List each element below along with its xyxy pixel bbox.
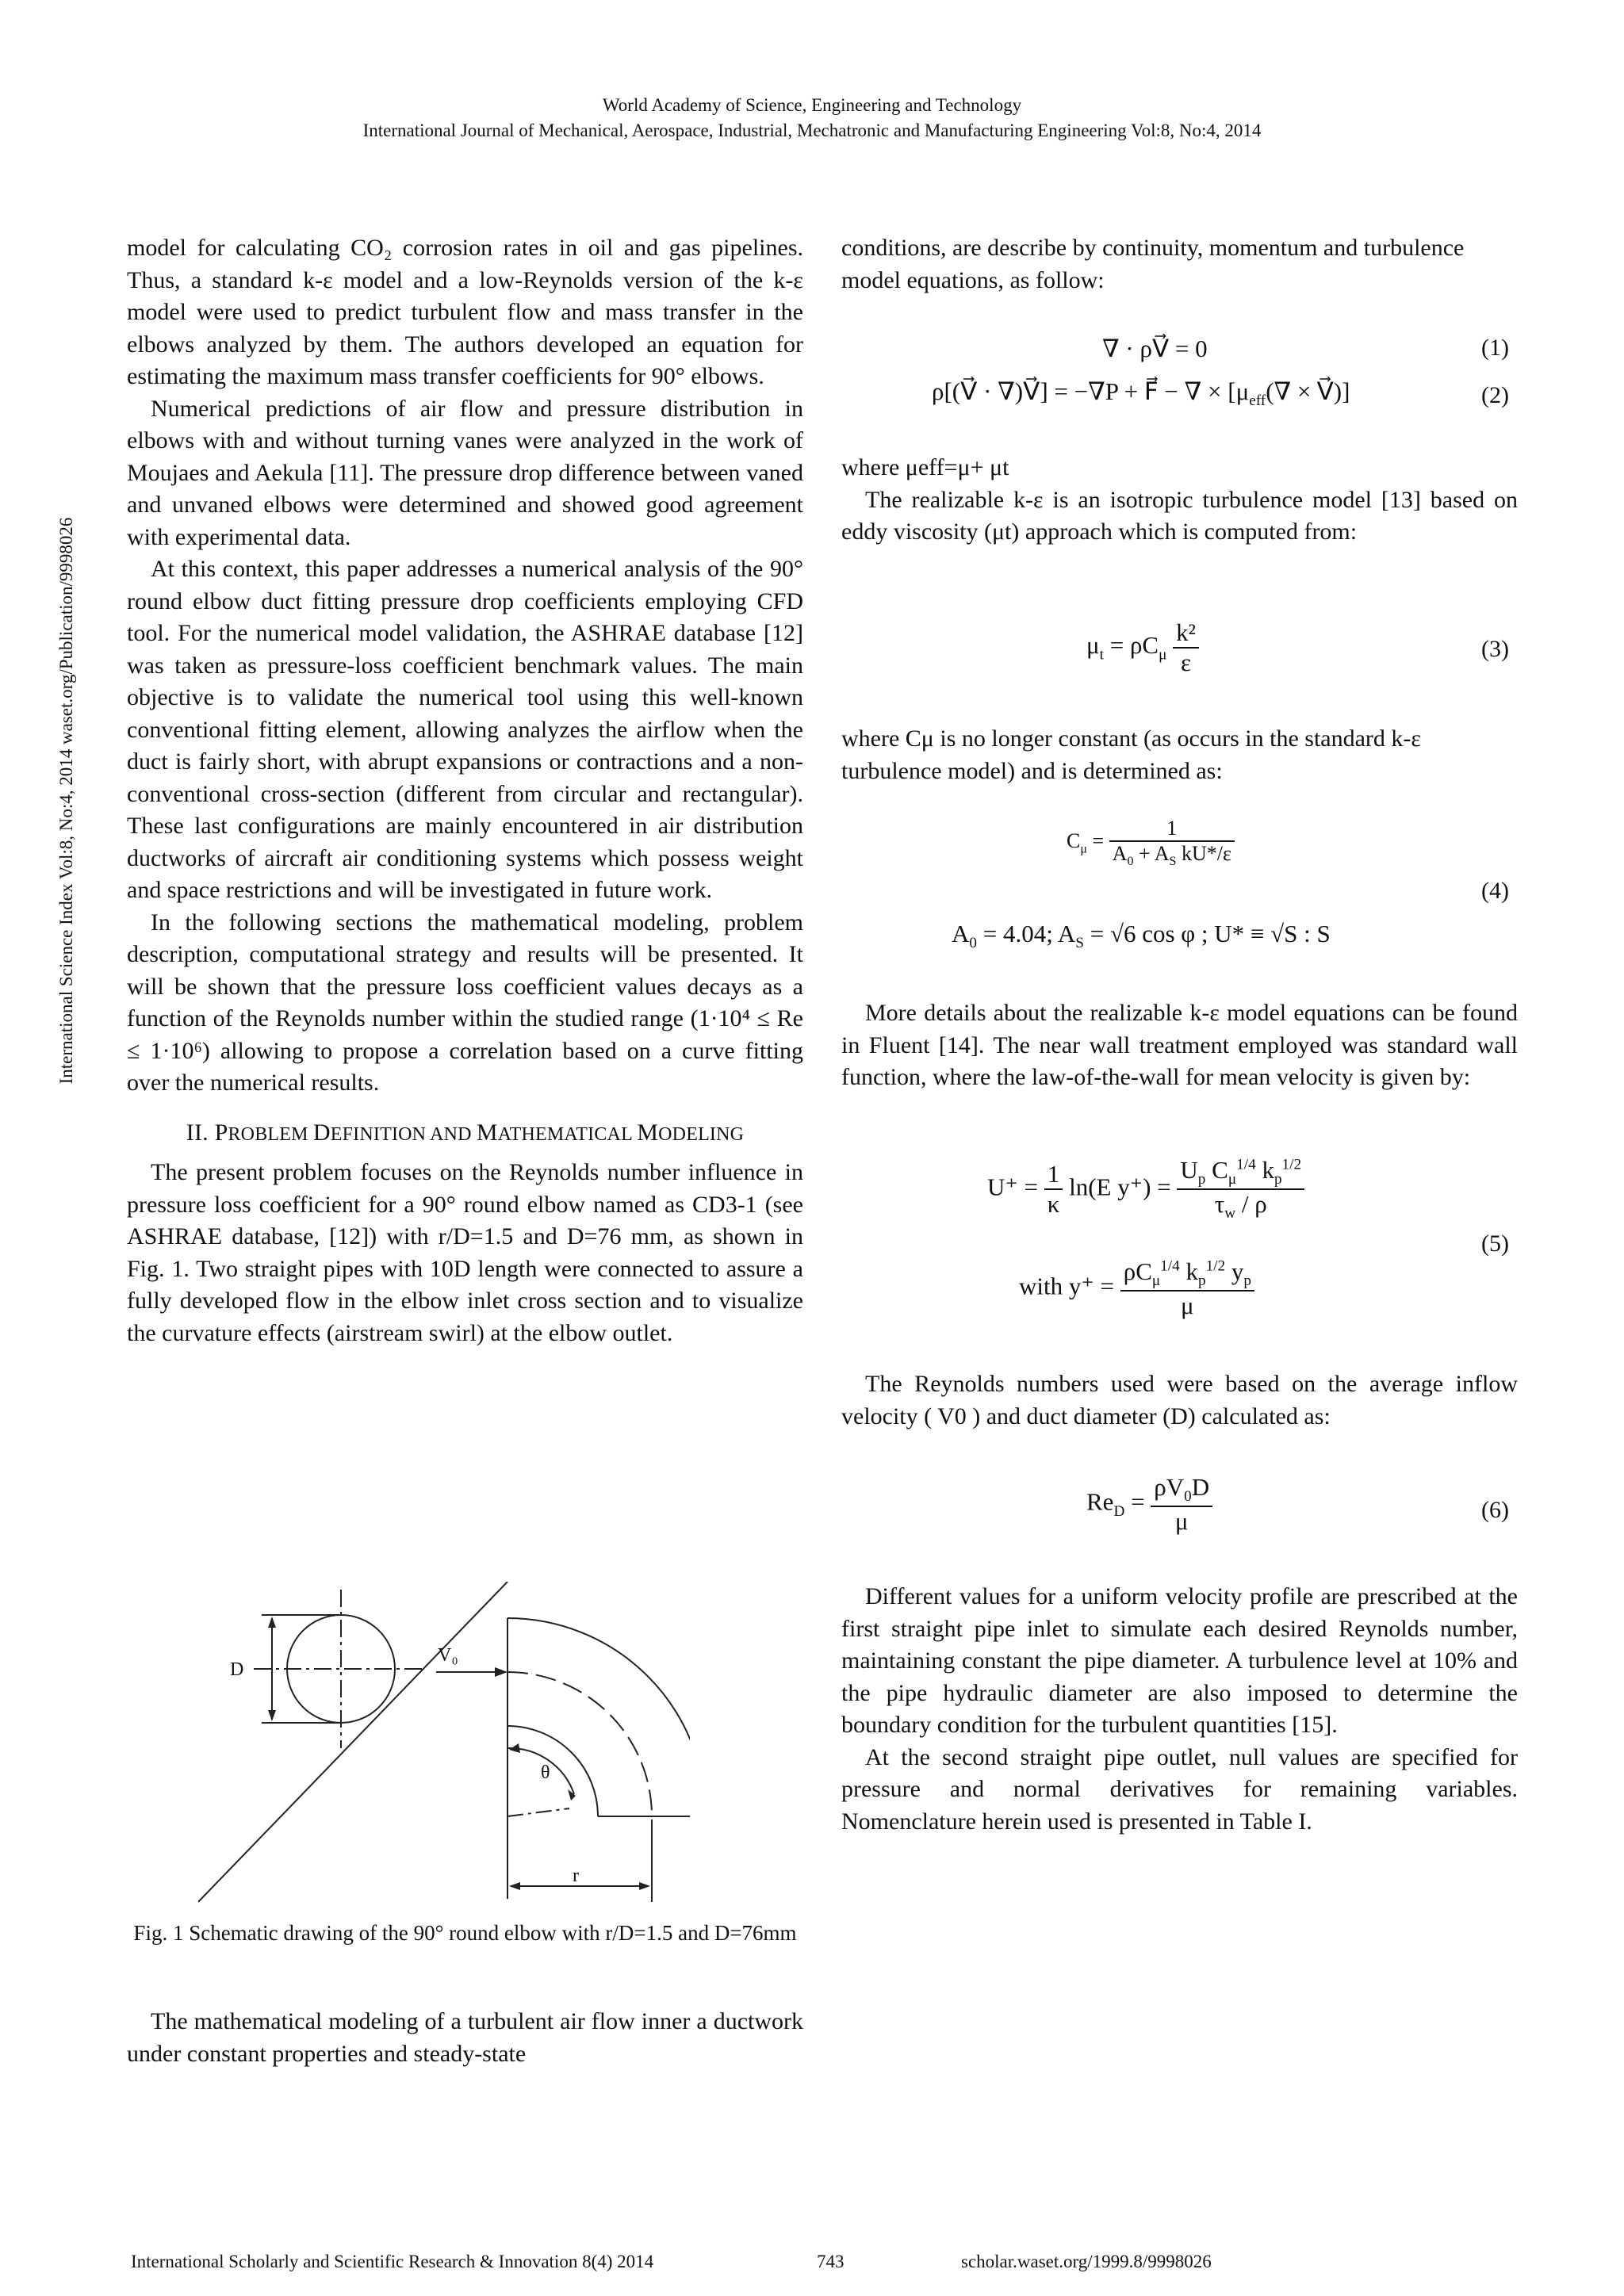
journal-header-line1: World Academy of Science, Engineering and Technology [602,95,1022,115]
journal-header-line2: International Journal of Mechanical, Aerospace, Industrial, Mechatronic and Manufacturing Engineering Vol:8, No:4, 2014 [362,121,1262,140]
elbow-inner-wall [508,1726,598,1816]
right-paragraph-4: More details about the realizable k-ε model equations can be found in Fluent [14]. The near wall treatment employed was standard wall function, where the law-of-the-wall for mean velocity is given by: [841,1000,1518,1090]
heading-word-cap: M [476,1119,498,1146]
elbow-outer-wall [508,1618,690,1816]
right-paragraph-7: At the second straight pipe outlet, null values are specified for pressure and normal derivatives for remaining variables. Nomenclature herein used is presented in Table I. [841,1743,1518,1835]
right-paragraph-5-wrap [841,1368,1518,1433]
section-heading-number: II. [186,1119,215,1146]
left-paragraph-5: The present problem focuses on the Reynolds number influence in pressure loss coefficient for a 90° round elbow named as CD3-1 (see ASHRAE database, [12]) with r/D=1.5 and D=76 mm, as shown in Fig. 1. Two straight pipes with 10D length were connected to assure a fully developed flow in the elbow inlet cross section and to visualize the curvature effects (airstream swirl) at the elbow outlet. [127,1159,803,1346]
side-index-text: International Science Index Vol:8, No:4, 2014 waset.org/Publication/9998026 [56,517,76,1085]
theta-arrow-end [568,1789,576,1800]
v0-arrowhead [495,1667,508,1677]
equation-2-number: (2) [1481,382,1509,408]
paragraph-4-start: In the following sections the mathematical modeling, problem description, computational strategy and results will be presented. It will be shown that the pressure loss coefficient values decays as a function of the Reynolds number within the studied range [127,909,803,1031]
dimension-d-arrow-bottom [268,1710,276,1721]
left-paragraph-6: The mathematical modeling of a turbulent air flow inner a ductwork under constant properties and steady-state [127,2008,803,2067]
label-theta: θ [541,1762,550,1783]
heading-word-cap: P [214,1119,228,1146]
right-column-bottom [841,1581,1518,1838]
left-column [127,232,803,1349]
equation-2: ρ[(V⃗ · ∇)V⃗] = −∇P + F⃗ − ∇ × [$\mu_{eff}(\nabla$ × V⃗)] [932,377,1350,410]
heading-word-rest: EFINITION AND [330,1123,477,1145]
left-column-bottom [127,2006,803,2070]
heading-word-rest: ATHEMATICAL [497,1123,638,1145]
right-paragraph-3: where Cμ is no longer constant (as occurs in the standard k-ε turbulence model) and is determined as: [841,725,1421,784]
equation-6: $Re_D$ = $\frac{\rho V_0D}{\mu}$ [1086,1473,1212,1536]
section-heading [127,1117,803,1151]
figure-caption: Fig. 1 Schematic drawing of the 90° round elbow with r/D=1.5 and D=76mm [133,1921,797,1945]
heading-word-rest: ODELING [658,1123,745,1145]
equation-5-uplus: U⁺ = $\frac{1}{\kappa}$ ln(E y⁺) = $\frac{U_p C_\mu^{1/4} k_p^{1/2}}{\tau_w / \rho}$ [987,1156,1304,1223]
heading-word-rest: ROBLEM [228,1123,313,1145]
label-r: r [573,1866,579,1886]
right-paragraph-1: conditions, are describe by continuity, momentum and turbulence model equations, as follow: [841,235,1465,293]
equation-6-number: (6) [1481,1497,1509,1523]
equation-3-number: (3) [1481,636,1509,662]
equation-1: ∇ · ρV⃗ = 0 [1102,335,1208,362]
r-arrow-left [509,1882,520,1890]
left-paragraph-1: model for calculating CO₂ corrosion rates in oil and gas pipelines. Thus, a standard k-ε model and a low-Reynolds version of the k-ε model were used to predict turbulent flow and mass transfer in the elbows analyzed by them. The authors developed an equation for estimating the maximum mass transfer coefficients for 90° elbows. [127,235,803,389]
r-arrow-right [639,1882,650,1890]
label-d: D [230,1659,244,1680]
left-paragraph-3: At this context, this paper addresses a numerical analysis of the 90° round elbow duct fitting pressure drop coefficients employing CFD tool. For the numerical model validation, the ASHRAE database [12] was taken as pressure-loss coefficient benchmark values. The main objective is to validate the numerical tool using this well-known conventional fitting element, allowing analyzes the airflow when the duct is fairly short, with abrupt expansions or contractions and a non-conventional cross-section (different from circular and rectangular). These last configurations are mainly encountered in air distribution ductworks of aircraft air conditioning systems which possess weight and space restrictions and will be investigated in future work. [127,556,803,903]
reynolds-range: (1·10⁴ ≤ Re ≤ 1·10⁶) [127,1005,804,1064]
theta-reference-line [508,1808,569,1816]
right-paragraph-5: The Reynolds numbers used were based on the average inflow velocity ( V0 ) and duct diameter (D) calculated as: [841,1371,1518,1429]
left-paragraph-2: Numerical predictions of air flow and pressure distribution in elbows with and without turning vanes were analyzed in the work of Moujaes and Aekula [11]. The pressure drop difference between vaned and unvaned elbows were determined and showed good agreement with experimental data. [127,395,803,550]
footer-doi-link[interactable]: scholar.waset.org/1999.8/9998026 [961,2252,1212,2271]
equation-1-number: (1) [1481,335,1509,361]
equation-3: $\mu_t = \rho C_\mu$ $\frac{\text{k²}}{\varepsilon}$ [1086,618,1199,677]
right-paragraph-2: The realizable k-ε is an isotropic turbulence model [13] based on eddy viscosity (μt) approach which is computed from: [841,486,1518,545]
heading-word-cap: D [312,1119,331,1146]
equation-4-constants: $A_0 = 4.04$; $A_S = √6$ cos φ ; U* ≡ √S : S [952,920,1331,952]
right-paragraph-6: Different values for a uniform velocity profile are prescribed at the first straight pipe inlet to simulate each desired Reynolds number, maintaining constant the pipe diameter. A turbulence level at 10% and the pipe hydraulic diameter are also imposed to determine the boundary condition for the turbulent quantities [15]. [841,1583,1518,1738]
paragraph-4-end: allowing to propose a correlation based on a curve fitting over the numerical results. [127,1037,803,1096]
right-paragraph-4-wrap [841,997,1518,1094]
footer-publisher: International Scholarly and Scientific Research & Innovation 8(4) 2014 [131,2252,654,2271]
label-v0: V₀ [438,1645,458,1666]
heading-word-cap: M [637,1119,659,1146]
dimension-d-arrow-top [268,1617,276,1628]
right-where-1 [841,452,1518,549]
elbow-centerline [508,1672,652,1816]
equation-5-number: (5) [1481,1230,1509,1257]
where-mu-eff: where μeff=μ+ μt [841,454,1009,480]
r-dimension-ext-left [198,1582,508,1902]
left-paragraph-4 [127,907,803,1100]
equation-4-cmu: $C_\mu$ = $\frac{1}{A_0 + A_S kU*/\varepsilon}$ [1067,817,1235,869]
footer-page-number: 743 [817,2252,845,2271]
elbow-schematic-figure [198,1582,690,1915]
equation-5-yplus: with y⁺ = $\frac{\rho C_\mu^{1/4} k_p^{1/2} y_p}{\mu}$ [1019,1257,1254,1320]
equation-4-number: (4) [1481,878,1509,904]
